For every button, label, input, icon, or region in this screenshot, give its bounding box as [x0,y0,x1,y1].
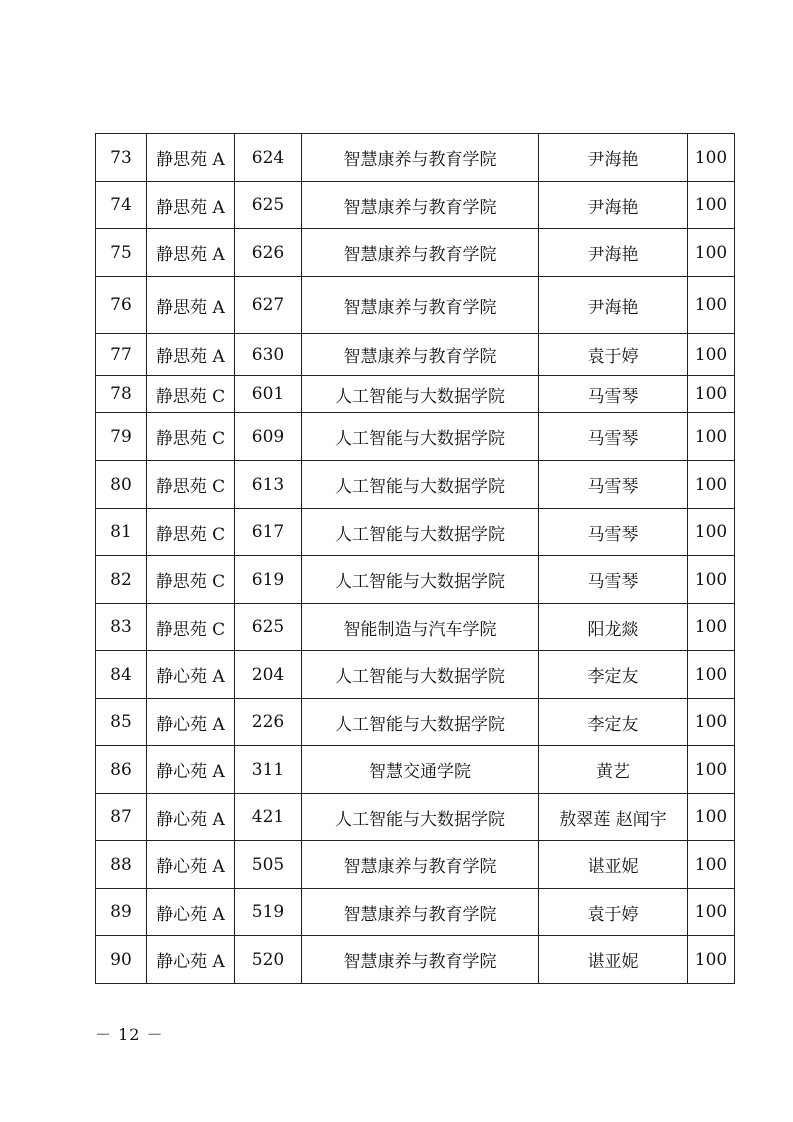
building-cell: 静思苑 A [147,134,235,182]
score-cell: 100 [688,651,735,699]
score-cell: 100 [688,604,735,651]
score-cell: 100 [688,699,735,746]
college-cell: 智慧康养与教育学院 [302,334,539,376]
college-cell: 智慧康养与教育学院 [302,182,539,229]
responsible-person-cell: 马雪琴 [539,556,688,604]
table-row [96,556,735,604]
room-number-cell: 613 [235,461,302,509]
table-row [96,699,735,746]
college-cell: 人工智能与大数据学院 [302,556,539,604]
row-number-cell: 80 [96,461,147,509]
row-number-cell: 77 [96,334,147,376]
table-row [96,889,735,936]
college-cell: 人工智能与大数据学院 [302,699,539,746]
room-number-cell: 630 [235,334,302,376]
row-number-cell: 74 [96,182,147,229]
building-cell: 静思苑 C [147,556,235,604]
building-cell: 静思苑 C [147,461,235,509]
building-cell: 静思苑 C [147,376,235,413]
room-number-cell: 609 [235,413,302,461]
college-cell: 人工智能与大数据学院 [302,461,539,509]
building-cell: 静思苑 C [147,509,235,556]
table-row [96,461,735,509]
building-cell: 静心苑 A [147,699,235,746]
table-row [96,794,735,841]
college-cell: 智慧康养与教育学院 [302,134,539,182]
table-row [96,651,735,699]
row-number-cell: 81 [96,509,147,556]
score-cell: 100 [688,889,735,936]
table-row [96,334,735,376]
room-number-cell: 625 [235,182,302,229]
table-row [96,841,735,889]
responsible-person-cell: 李定友 [539,651,688,699]
score-cell: 100 [688,277,735,334]
room-number-cell: 624 [235,134,302,182]
table-body [96,134,735,984]
building-cell: 静心苑 A [147,841,235,889]
room-number-cell: 226 [235,699,302,746]
responsible-person-cell: 敖翠莲 赵闻宇 [539,794,688,841]
score-cell: 100 [688,841,735,889]
room-number-cell: 505 [235,841,302,889]
building-cell: 静心苑 A [147,936,235,984]
row-number-cell: 83 [96,604,147,651]
building-cell: 静心苑 A [147,746,235,794]
responsible-person-cell: 李定友 [539,699,688,746]
room-number-cell: 627 [235,277,302,334]
college-cell: 智能制造与汽车学院 [302,604,539,651]
room-number-cell: 626 [235,229,302,277]
table-row [96,936,735,984]
row-number-cell: 88 [96,841,147,889]
row-number-cell: 82 [96,556,147,604]
room-number-cell: 625 [235,604,302,651]
row-number-cell: 85 [96,699,147,746]
college-cell: 智慧康养与教育学院 [302,936,539,984]
room-number-cell: 519 [235,889,302,936]
page-number: － 12 － [95,1025,164,1044]
building-cell: 静心苑 A [147,651,235,699]
responsible-person-cell: 马雪琴 [539,461,688,509]
score-cell: 100 [688,746,735,794]
score-cell: 100 [688,134,735,182]
building-cell: 静思苑 A [147,277,235,334]
college-cell: 智慧康养与教育学院 [302,229,539,277]
score-cell: 100 [688,229,735,277]
room-number-cell: 421 [235,794,302,841]
score-cell: 100 [688,182,735,229]
college-cell: 智慧交通学院 [302,746,539,794]
score-cell: 100 [688,413,735,461]
score-cell: 100 [688,509,735,556]
room-number-cell: 204 [235,651,302,699]
row-number-cell: 79 [96,413,147,461]
responsible-person-cell: 谌亚妮 [539,936,688,984]
college-cell: 人工智能与大数据学院 [302,509,539,556]
responsible-person-cell: 尹海艳 [539,277,688,334]
row-number-cell: 87 [96,794,147,841]
responsible-person-cell: 袁于婷 [539,334,688,376]
college-cell: 智慧康养与教育学院 [302,277,539,334]
room-number-cell: 617 [235,509,302,556]
table-row [96,413,735,461]
dormitory-score-table [95,133,735,984]
responsible-person-cell: 马雪琴 [539,509,688,556]
table-row [96,509,735,556]
row-number-cell: 89 [96,889,147,936]
building-cell: 静心苑 A [147,889,235,936]
score-cell: 100 [688,334,735,376]
college-cell: 人工智能与大数据学院 [302,413,539,461]
college-cell: 人工智能与大数据学院 [302,376,539,413]
room-number-cell: 619 [235,556,302,604]
college-cell: 智慧康养与教育学院 [302,889,539,936]
score-cell: 100 [688,556,735,604]
room-number-cell: 601 [235,376,302,413]
responsible-person-cell: 马雪琴 [539,413,688,461]
row-number-cell: 78 [96,376,147,413]
row-number-cell: 73 [96,134,147,182]
building-cell: 静心苑 A [147,794,235,841]
responsible-person-cell: 尹海艳 [539,134,688,182]
responsible-person-cell: 袁于婷 [539,889,688,936]
score-cell: 100 [688,376,735,413]
room-number-cell: 311 [235,746,302,794]
college-cell: 人工智能与大数据学院 [302,651,539,699]
responsible-person-cell: 尹海艳 [539,229,688,277]
row-number-cell: 86 [96,746,147,794]
table-row [96,604,735,651]
row-number-cell: 76 [96,277,147,334]
score-cell: 100 [688,794,735,841]
table-row [96,376,735,413]
responsible-person-cell: 马雪琴 [539,376,688,413]
room-number-cell: 520 [235,936,302,984]
responsible-person-cell: 尹海艳 [539,182,688,229]
building-cell: 静思苑 A [147,334,235,376]
table-row [96,277,735,334]
table-row [96,134,735,182]
score-cell: 100 [688,461,735,509]
row-number-cell: 75 [96,229,147,277]
building-cell: 静思苑 A [147,229,235,277]
responsible-person-cell: 谌亚妮 [539,841,688,889]
table-row [96,229,735,277]
row-number-cell: 90 [96,936,147,984]
college-cell: 人工智能与大数据学院 [302,794,539,841]
building-cell: 静思苑 A [147,182,235,229]
table-row [96,746,735,794]
row-number-cell: 84 [96,651,147,699]
college-cell: 智慧康养与教育学院 [302,841,539,889]
building-cell: 静思苑 C [147,604,235,651]
responsible-person-cell: 黄艺 [539,746,688,794]
table-row [96,182,735,229]
responsible-person-cell: 阳龙燚 [539,604,688,651]
score-cell: 100 [688,936,735,984]
building-cell: 静思苑 C [147,413,235,461]
